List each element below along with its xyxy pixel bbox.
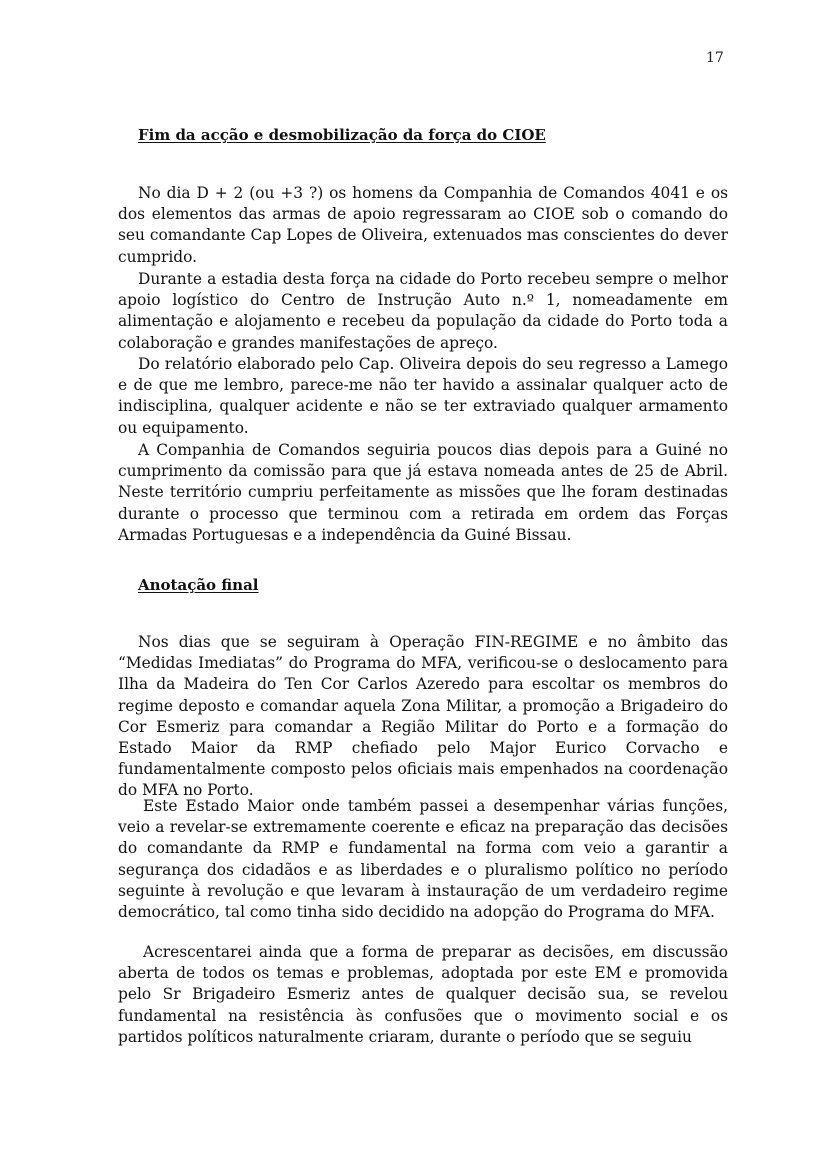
paragraph: No dia D + 2 (ou +3 ?) os homens da Companhia de Comandos 4041 e os dos elementos das armas de apoio regressaram ao CIOE sob o comando do seu comandante Cap Lopes de Oliveira, extenuados mas conscientes do dever cumprido. [118, 184, 728, 266]
section-heading-final-note: Anotação final [138, 576, 259, 594]
paragraph: Durante a estadia desta força na cidade do Porto recebeu sempre o melhor apoio logístico do Centro de Instrução Auto n.º 1, nomeadamente em alimentação e alojamento e recebeu da população da cidade do Porto toda a colaboração e grandes manifestações de apreço. [118, 270, 728, 352]
page-number: 17 [706, 50, 724, 66]
section-heading-end-of-action: Fim da acção e desmobilização da força do CIOE [138, 126, 546, 144]
paragraph: Nos dias que se seguiram à Operação FIN-REGIME e no âmbito das “Medidas Imediatas” do Programa do MFA, verificou-se o deslocamento para Ilha da Madeira do Ten Cor Carlos Azeredo para escoltar os membros do regime deposto e comandar aquela Zona Militar, a promoção a Brigadeiro do Cor Esmeriz para comandar a Região Militar do Porto e a formação do Estado Maior da RMP chefiado pelo Major Eurico Corvacho e fundamentalmente composto pelos oficiais mais empenhados na coordenação do MFA no Porto. [118, 633, 728, 800]
paragraph: A Companhia de Comandos seguiria poucos dias depois para a Guiné no cumprimento da comissão para que já estava nomeada antes de 25 de Abril. Neste território cumpriu perfeitamente as missões que lhe foram destinadas durante o processo que terminou com a retirada em ordem das Forças Armadas Portuguesas e a independência da Guiné Bissau. [118, 441, 728, 544]
paragraph: Acrescentarei ainda que a forma de preparar as decisões, em discussão aberta de todos os temas e problemas, adoptada por este EM e promovida pelo Sr Brigadeiro Esmeriz antes de qualquer decisão sua, se revelou fundamental na resistência às confusões que o movimento social e os partidos políticos naturalmente criaram, durante o período que se seguiu [118, 943, 728, 1046]
paragraph: Do relatório elaborado pelo Cap. Oliveira depois do seu regresso a Lamego e de que me lembro, parece-me não ter havido a assinalar qualquer acto de indisciplina, qualquer acidente e não se ter extraviado qualquer armamento ou equipamento. [118, 355, 728, 437]
paragraph: Este Estado Maior onde também passei a desempenhar várias funções, veio a revelar-se extremamente coerente e eficaz na preparação das decisões do comandante da RMP e fundamental na forma com veio a garantir a segurança dos cidadãos e as liberdades e o pluralismo político no período seguinte à revolução e que levaram à instauração de um verdadeiro regime democrático, tal como tinha sido decidido na adopção do Programa do MFA. [118, 797, 728, 922]
